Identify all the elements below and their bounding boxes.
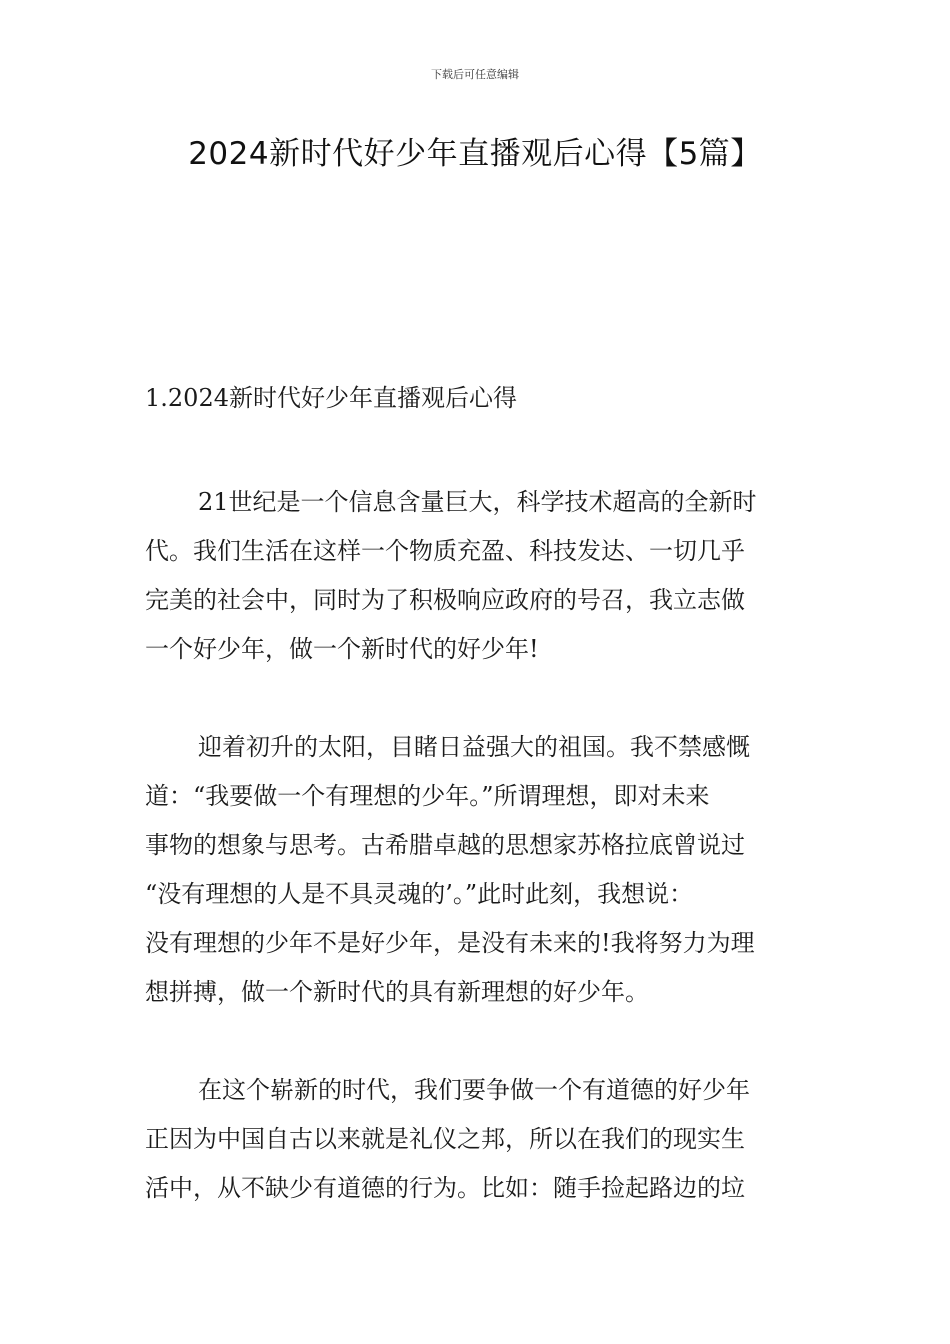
paragraph-line: 完美的社会中，同时为了积极响应政府的号召，我立志做 — [145, 586, 745, 614]
paragraph-line: 正因为中国自古以来就是礼仪之邦，所以在我们的现实生 — [145, 1125, 745, 1153]
paragraph-line: 迎着初升的太阳，目睹日益强大的祖国。我不禁感慨 — [198, 733, 750, 761]
paragraph-line: 代。我们生活在这样一个物质充盈、科技发达、一切几乎 — [145, 537, 745, 565]
document-title: 2024新时代好少年直播观后心得【5篇】 — [188, 136, 762, 172]
paragraph-3 — [145, 1066, 807, 1213]
paragraph-1 — [145, 478, 807, 674]
paragraph-line: 道：“我要做一个有理想的少年。”所谓理想，即对未来 — [145, 782, 710, 810]
paragraph-line: “没有理想的人是不具灵魂的’。”此时此刻，我想说： — [145, 880, 694, 908]
paragraph-line: 一个好少年，做一个新时代的好少年! — [145, 635, 539, 663]
header-note: 下载后可任意编辑 — [431, 68, 519, 81]
paragraph-line: 在这个崭新的时代，我们要争做一个有道德的好少年 — [198, 1076, 750, 1104]
paragraph-2 — [145, 723, 807, 1017]
paragraph-line: 事物的想象与思考。古希腊卓越的思想家苏格拉底曾说过 — [145, 831, 745, 859]
paragraph-line: 21世纪是一个信息含量巨大，科学技术超高的全新时 — [198, 488, 757, 516]
section-heading: 1.2024新时代好少年直播观后心得 — [145, 384, 517, 412]
paragraph-line: 活中，从不缺少有道德的行为。比如：随手捡起路边的垃 — [145, 1174, 745, 1202]
paragraph-line: 想拼搏，做一个新时代的具有新理想的好少年。 — [145, 978, 649, 1006]
paragraph-line: 没有理想的少年不是好少年，是没有未来的!我将努力为理 — [145, 929, 755, 957]
